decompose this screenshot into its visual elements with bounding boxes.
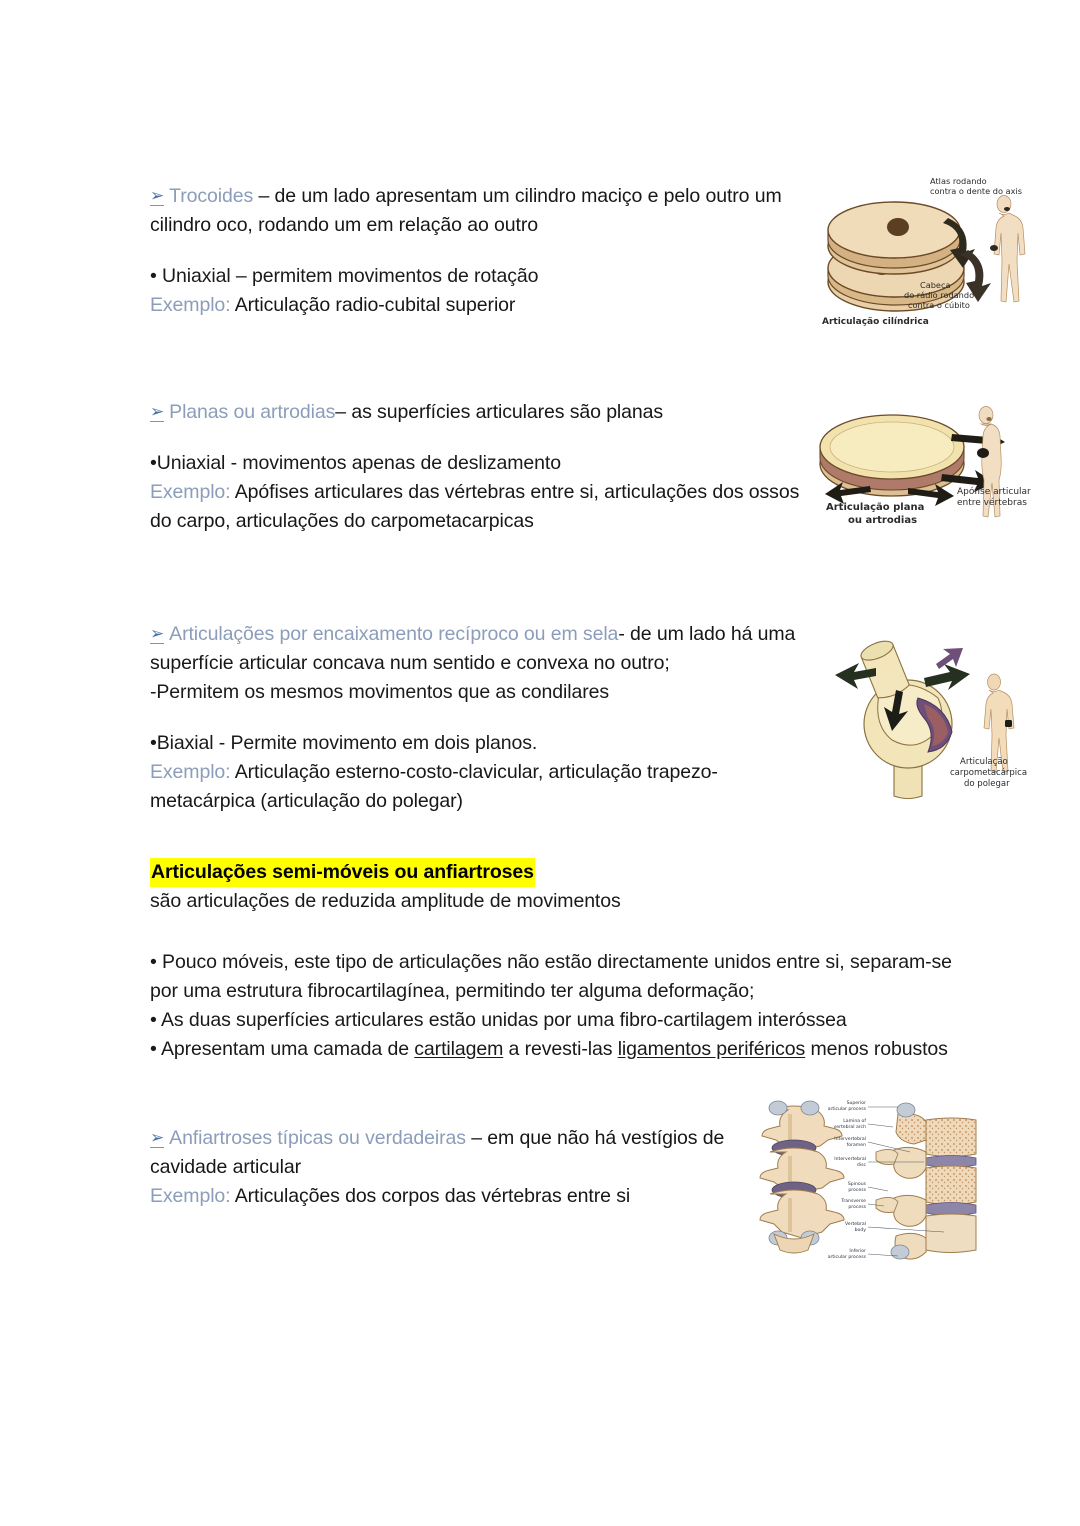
example-text: Articulação esterno-costo-clavicular, articulação trapezo-metacárpica (articulação do polegar): [150, 761, 718, 812]
figure3-caption-3: do polegar: [964, 779, 1010, 789]
section-heading-line: [150, 1124, 730, 1182]
bullet3-underline-ligamentos: ligamentos periféricos: [617, 1038, 806, 1060]
figure2-side-2: entre vértebras: [957, 498, 1027, 508]
figure1-label-top-2: contra o dente do axis: [930, 186, 1022, 196]
vert-label-superior-1: Superior: [846, 1101, 866, 1106]
arrow-bullet-icon: ➢: [150, 186, 165, 205]
vert-label-disc-2: disc: [856, 1163, 866, 1168]
example-text: Articulações dos corpos das vértebras entre si: [230, 1185, 631, 1207]
figure2-caption-1: Articulação plana: [826, 502, 925, 513]
vert-label-inferior-2: articular process: [827, 1255, 866, 1260]
highlighted-heading: Articulações semi-móveis ou anfiartroses: [150, 858, 535, 887]
figure-articulacao-sela: [832, 628, 1052, 804]
vert-label-lamina-2: vertebral arch: [833, 1125, 866, 1130]
heading-text: Trocoides: [169, 185, 254, 207]
bullet3-underline-cartilagem: cartilagem: [414, 1038, 504, 1060]
section-encaixamento-reciproco: [150, 620, 800, 816]
figure3-caption-1: Articulação: [960, 757, 1008, 767]
vert-label-foramen-1: Intervertebral: [834, 1137, 866, 1142]
figure1-label-bottom-3: contra o cúbito: [908, 300, 970, 310]
figure-articulacao-plana: [812, 402, 1052, 542]
semi-moveis-bullet-2: • As duas superfícies articulares estão unidas por uma fibro-cartilagem interóssea: [150, 1009, 847, 1031]
semi-moveis-bullet-3: [150, 1035, 960, 1064]
arrow-bullet-icon: ➢: [150, 624, 165, 643]
example-text: Apófises articulares das vértebras entre si, articulações dos ossos do carpo, articulações do carpometacarpicas: [150, 481, 800, 532]
figure1-label-top-1: Atlas rodando: [930, 176, 987, 186]
example-label: Exemplo:: [150, 1185, 231, 1207]
spacer: [150, 707, 800, 729]
vert-label-spinous-1: Spinous: [847, 1182, 866, 1187]
example-label: Exemplo:: [150, 761, 231, 783]
heading-tail-text: – as superfícies articulares são planas: [335, 401, 664, 423]
section-planas-artrodias: [150, 398, 800, 536]
semi-moveis-subheading: são articulações de reduzida amplitude de movimentos: [150, 890, 621, 912]
figure3-caption-2: carpometacárpica: [950, 768, 1028, 778]
section-bullet-line: •Uniaxial - movimentos apenas de deslizamento: [150, 452, 561, 474]
section-heading-line: [150, 620, 800, 678]
section-example-line: [150, 758, 800, 816]
heading-text: Anfiartroses típicas ou verdadeiras: [169, 1127, 466, 1149]
figure-articulacao-cilindrica: [818, 172, 1044, 330]
figure2-side-1: Apófise articular: [957, 487, 1031, 497]
section-extra-line: -Permitem os mesmos movimentos que as condilares: [150, 681, 610, 703]
arrow-bullet-icon: ➢: [150, 1128, 165, 1147]
arrow-bullet-icon: ➢: [150, 402, 165, 421]
figure1-label-bottom-2: do rádio rodando: [904, 290, 975, 300]
section-semi-moveis: [150, 858, 960, 1064]
heading-tail-text: – de um lado apresentam um cilindro maciço e pelo outro um cilindro oco, rodando um em relação ao outro: [150, 185, 782, 236]
section-bullet-line: •Biaxial - Permite movimento em dois planos.: [150, 732, 538, 754]
section-anfiartroses-tipicas: [150, 1124, 730, 1211]
figure1-label-bottom-1: Cabeça: [920, 280, 951, 290]
vert-label-transverse-2: process: [848, 1205, 866, 1210]
spacer: [150, 427, 800, 449]
heading-tail-text: – em que não há vestígios de cavidade articular: [150, 1127, 725, 1178]
vert-label-inferior-1: Inferior: [849, 1249, 866, 1254]
vert-label-superior-2: articular process: [827, 1107, 866, 1112]
vert-label-foramen-2: foramen: [846, 1143, 866, 1148]
bullet3-text-before: • Apresentam uma camada de: [150, 1038, 415, 1060]
vert-label-body-2: body: [854, 1228, 866, 1233]
section-heading-line: [150, 398, 800, 427]
highlighted-heading-line: [150, 858, 960, 887]
heading-tail-text: - de um lado há uma superfície articular concava num sentido e convexa no outro;: [150, 623, 796, 674]
figure-vertebras: [748, 1094, 984, 1272]
bullet3-text-after: menos robustos: [805, 1038, 948, 1060]
vert-label-disc-1: Intervertebral: [834, 1157, 866, 1162]
section-example-line: [150, 478, 800, 536]
vert-label-body-1: Vertebral: [844, 1222, 866, 1227]
spacer: [150, 240, 790, 262]
spacer: [150, 916, 960, 948]
vert-label-spinous-2: process: [848, 1188, 866, 1193]
example-label: Exemplo:: [150, 294, 231, 316]
figure1-caption: Articulação cilíndrica: [822, 317, 929, 327]
bullet3-text-mid: a revesti-las: [503, 1038, 618, 1060]
section-heading-line: [150, 182, 790, 240]
vert-label-lamina-1: Lamina of: [843, 1119, 866, 1124]
semi-moveis-bullet-1: • Pouco móveis, este tipo de articulações não estão directamente unidos entre si, separam-se por uma estrutura fibrocartilagínea, permitindo ter alguma deformação;: [150, 951, 952, 1002]
heading-text: Articulações por encaixamento recíproco ou em sela: [169, 623, 619, 645]
section-example-line: [150, 1182, 730, 1211]
example-text: Articulação radio-cubital superior: [230, 294, 516, 316]
section-bullet-line: • Uniaxial – permitem movimentos de rotação: [150, 265, 539, 287]
example-label: Exemplo:: [150, 481, 231, 503]
section-example-line: [150, 291, 790, 320]
section-trocoides: [150, 182, 790, 320]
heading-text: Planas ou artrodias: [169, 401, 336, 423]
figure2-caption-2: ou artrodias: [848, 515, 918, 526]
vert-label-transverse-1: Transverse: [841, 1199, 866, 1204]
